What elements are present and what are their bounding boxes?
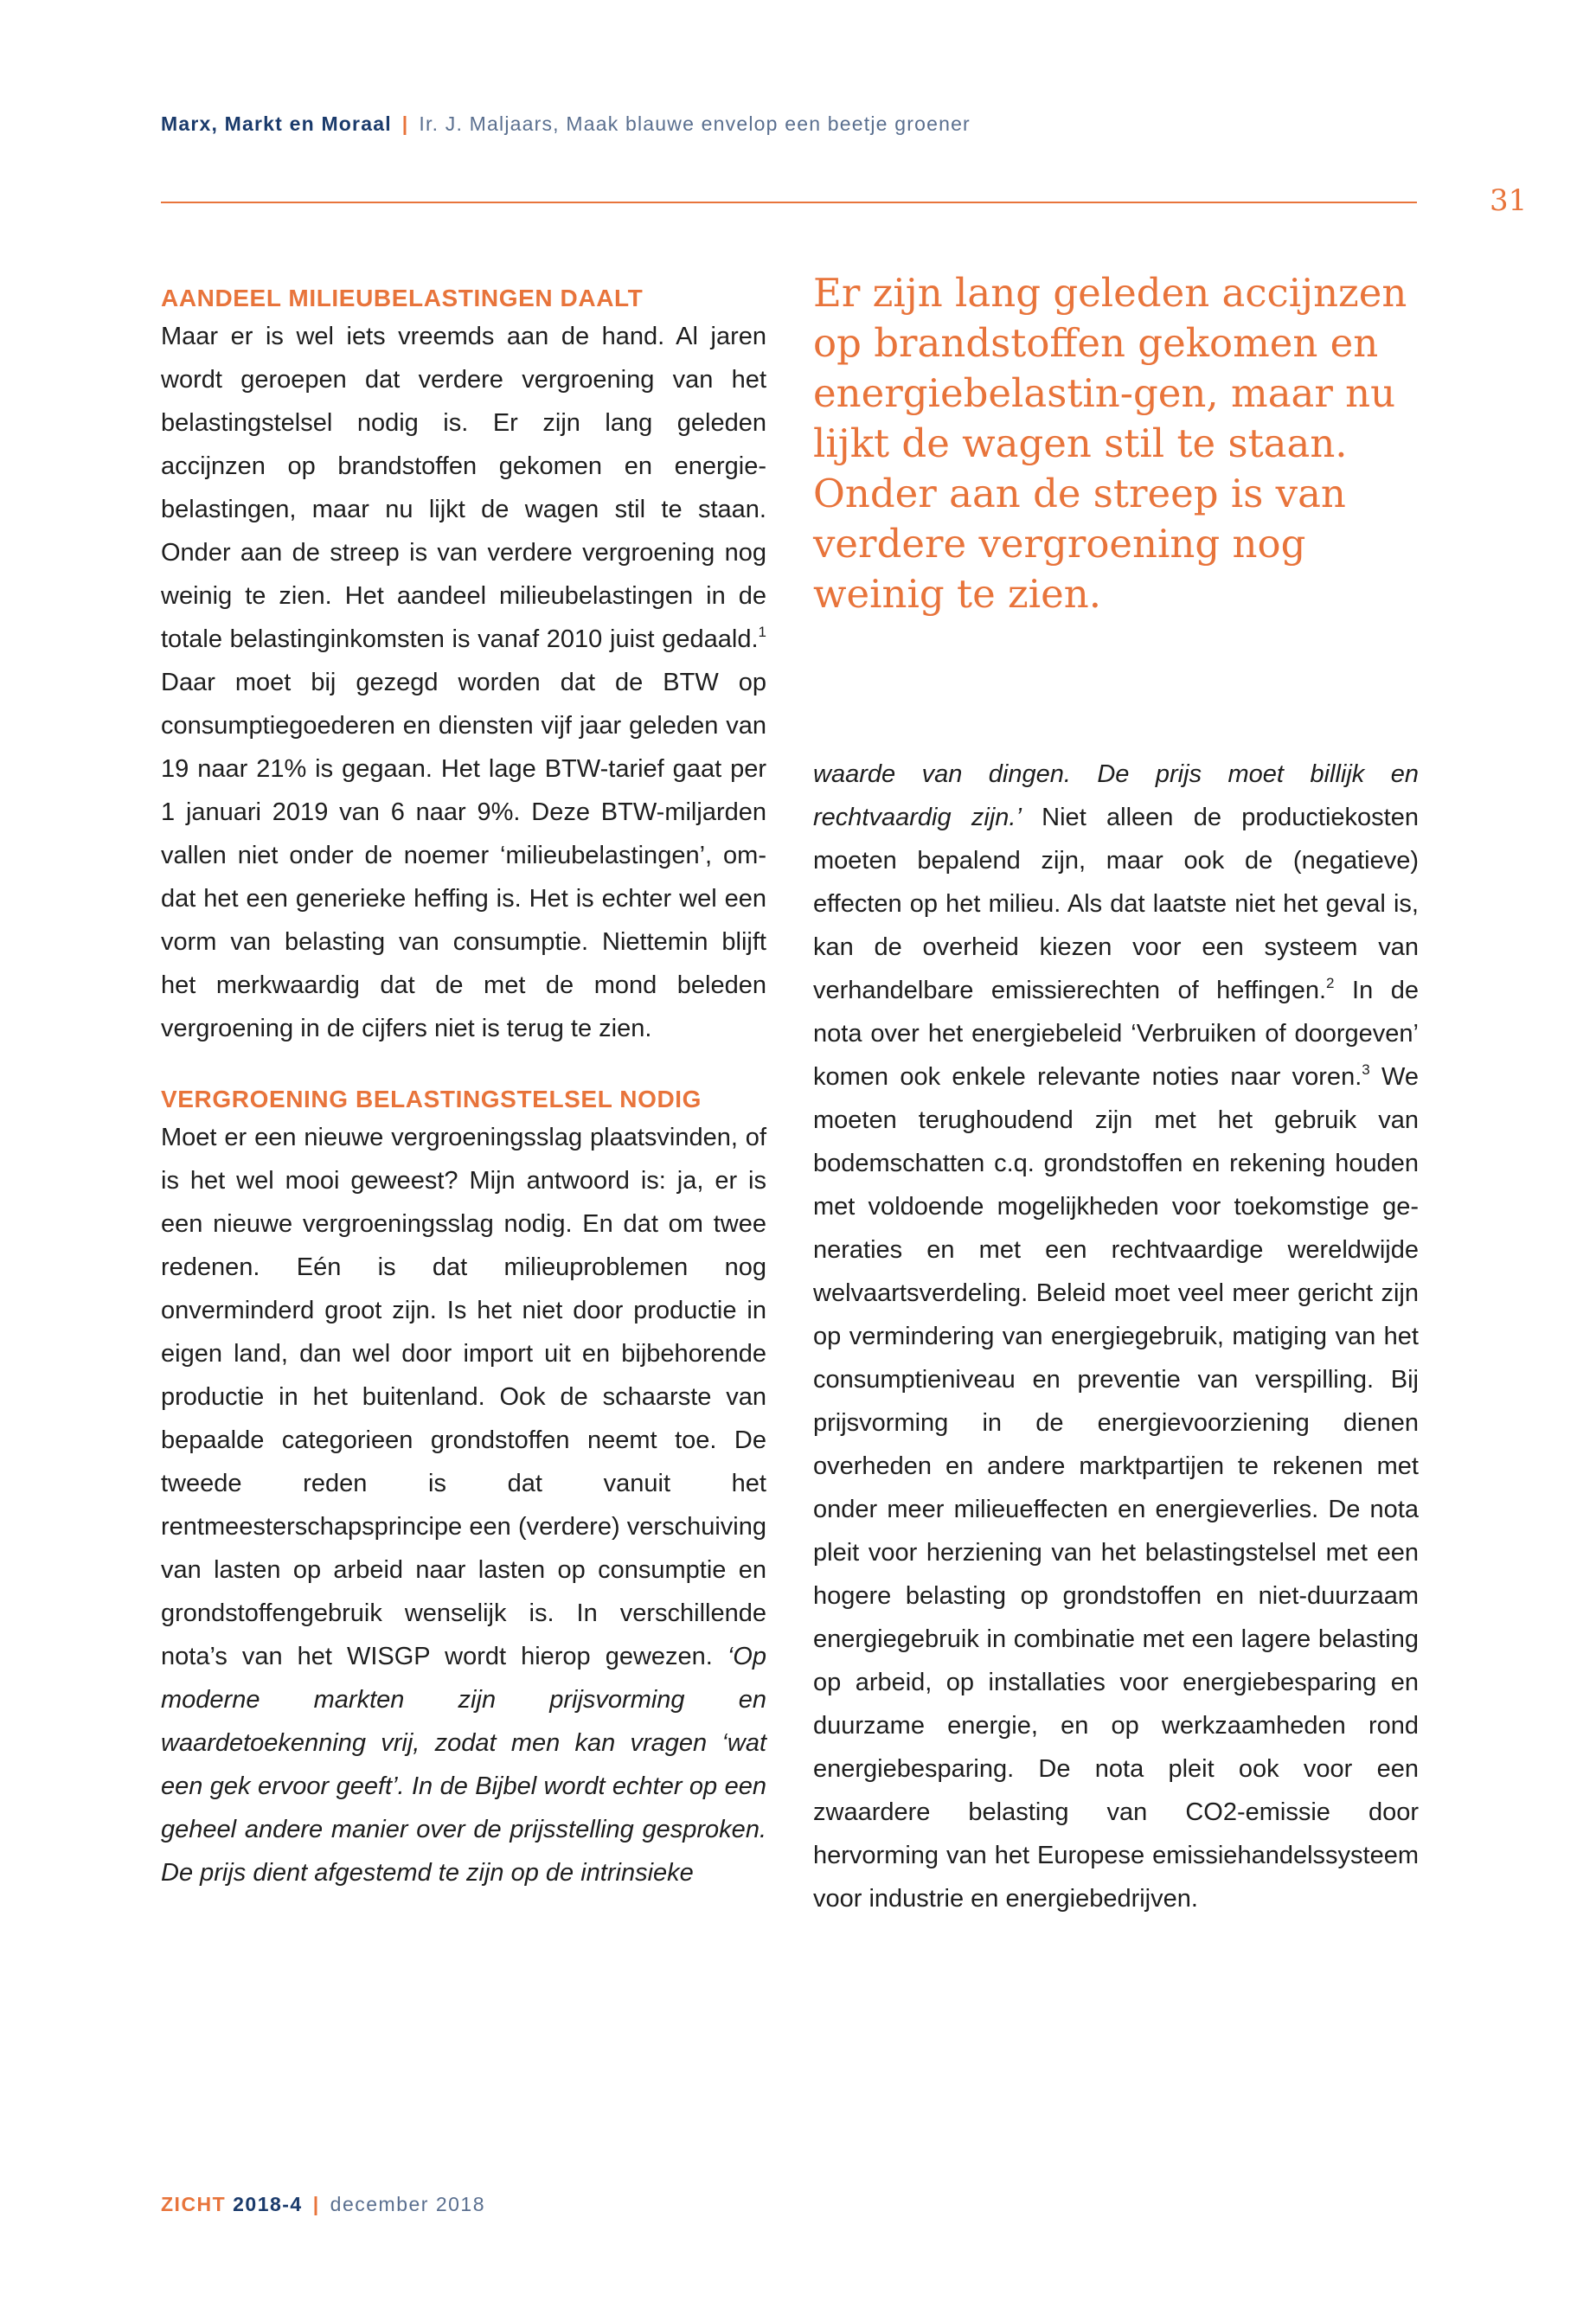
footnote-ref-3: 3 xyxy=(1362,1061,1370,1078)
header-rule xyxy=(161,202,1417,203)
pull-quote: Er zijn lang geleden accijnzen op brandstoffen gekomen en energiebelastin-gen, maar nu lijkt de wagen stil te staan. Onder aan de streep is van verdere vergroening nog weinig te zien. xyxy=(813,270,1407,617)
section-heading-vergroening: VERGROENING BELASTINGSTELSEL NODIG xyxy=(161,1086,702,1112)
body-paragraph-3: waarde van dingen. De prijs moet billijk en rechtvaardig zijn.’ Niet alleen de productiekosten moeten bepalend zijn, maar ook de (negatieve) effecten op het milieu. Als dat laatste niet het geval is, kan de overheid kiezen voor een systeem van verhandelbare emissierechten of heffingen.$^2$ In de nota over het energiebeleid ‘Verbruiken of doorgeven’ komen ook enkele relevante noties naar voren.$^3$ We moeten terughoudend zijn met het gebruik van bodemschatten c.q. grondstoffen en rekening houden met voldoende mogelijkheden voor toekomstige generaties en met een rechtvaardige wereldwijde welvaartsverdeling. Beleid moet veel meer gericht zijn op vermindering van energiegebruik, matiging van het consumptieniveau en preventie van verspilling. Bij prijsvorming in de energievoorziening dienen overheden en andere marktpartijen te rekenen met onder meer milieueffecten en energieverlies. De nota pleit voor herziening van het belastingstelsel met een hogere belasting op grondstoffen en niet-duurzaam energiegebruik in combinatie met een lagere belasting op arbeid, op installaties voor energiebesparing en duurzame energie, en op werkzaamheden rond energiebesparing. De nota pleit ook voor een zwaardere belasting van CO2-emissie door hervorming van het Europese emissiehandelssysteem voor industrie en energiebedrijven. xyxy=(813,760,1420,1913)
issue-date: december 2018 xyxy=(330,2193,486,2215)
author-and-article-title: Ir. J. Maljaars, Maak blauwe envelop een beetje groener xyxy=(419,112,971,135)
page-number: 31 xyxy=(1490,183,1528,218)
body-paragraph-2: Moet er een nieuwe vergroeningsslag plaatsvinden, of is het wel mooi geweest? Mijn antwoord is: ja, er is een nieuwe vergroeningsslag nodig. En dat om twee redenen. Eén is dat milieuproblemen nog onverminderd groot zijn. Is het niet door productie in eigen land, dan wel door import uit en bijbehorende productie in het buitenland. Ook de schaarste van bepaalde categorieen grondstoffen neemt toe. De tweede reden is dat vanuit het rentmeesterschapsprincipe een (verdere) verschuiving van lasten op arbeid naar lasten op consumptie en grondstoffengebruik wenselijk is. In verschillende nota’s van het WISGP wordt hierop gewezen. ‘Op moderne markten zijn prijsvorming en waardetoekenning vrij, zodat men kan vragen ‘wat een gek ervoor geeft’. In de Bijbel wordt echter op een geheel andere manier over de prijsstelling gesproken. De prijs dient afgestemd te zijn op de intrinsieke xyxy=(161,1124,766,1887)
magazine-name: ZICHT xyxy=(161,2193,227,2215)
running-footer xyxy=(161,2193,485,2216)
issue-number: 2018-4 xyxy=(233,2193,303,2215)
right-column xyxy=(813,753,1419,1920)
section-heading-aandeel: AANDEEL MILIEUBELASTINGEN DAALT xyxy=(161,285,644,311)
series-title: Marx, Markt en Moraal xyxy=(161,112,392,135)
bible-quote: ‘Op moderne markten zijn prijsvorming en waardetoekenning vrij, zodat men kan vragen ‘wat een gek ervoor geeft’. In de Bijbel wordt echter op een geheel andere manier over de prijsstelling gesproken. De prijs dient afgestemd te zijn op de intrinsieke xyxy=(161,1643,766,1887)
running-header xyxy=(161,112,971,136)
footnote-ref-1: 1 xyxy=(758,624,766,640)
body-paragraph-1: Maar er is wel iets vreemds aan de hand. Al jaren wordt geroepen dat verdere vergroening van het belastingstelsel nodig is. Er zijn lang geleden accijnzen op brandstoffen gekomen en energiebelastingen, maar nu lijkt de wagen stil te staan. Onder aan de streep is van verdere vergroening nog weinig te zien. Het aandeel milieubelastingen in de totale belastinginkomsten is vanaf 2010 juist gedaald.$^1$ Daar moet bij gezegd worden dat de BTW op consumptiegoederen en diensten vijf jaar geleden van 19 naar 21% is gegaan. Het lage BTW-tarief gaat per 1 januari 2019 van 6 naar 9%. Deze BTW-miljarden vallen niet onder de noemer ‘milieubelastingen’, omdat het een generieke heffing is. Het is echter wel een vorm van belasting van consumptie. Niettemin blijft het merkwaardig dat de met de mond beleden vergroening in de cijfers niet is terug te zien. xyxy=(161,323,766,1042)
header-separator: | xyxy=(401,112,409,135)
footer-separator: | xyxy=(312,2193,320,2215)
footnote-ref-2: 2 xyxy=(1326,975,1335,991)
left-column xyxy=(161,277,766,1894)
bible-quote-continued: waarde van dingen. De prijs moet billijk en rechtvaardig zijn.’ xyxy=(813,760,1419,831)
